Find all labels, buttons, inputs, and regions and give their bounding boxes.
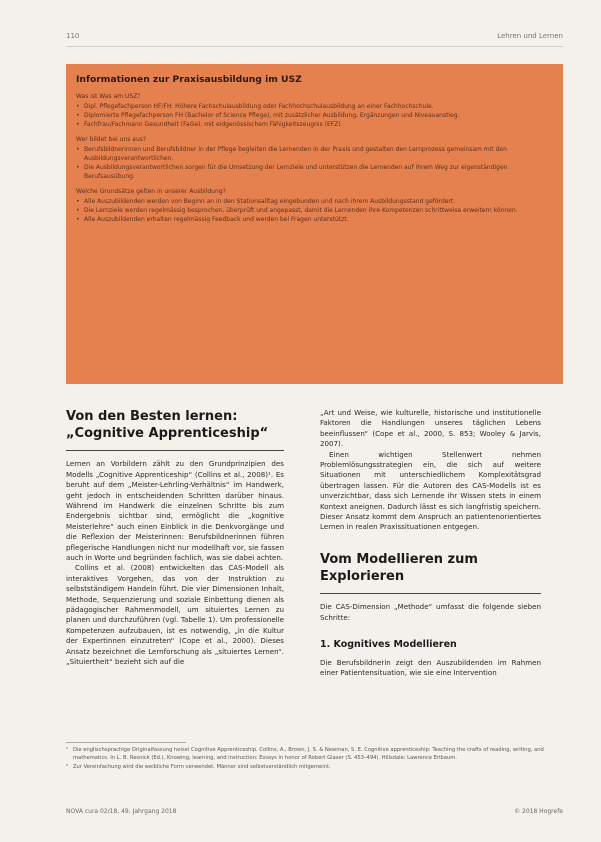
- header-divider: [66, 46, 563, 47]
- heading-rule: [66, 450, 284, 451]
- intro-paragraph: Die CAS-Dimension „Methode“ umfasst die folgende sieben Schritte:: [320, 602, 541, 622]
- footnote: [66, 764, 563, 772]
- heading-rule: [320, 593, 541, 594]
- info-group: [76, 188, 553, 224]
- footnote-text: Zur Vereinfachung wird die weibliche Form verwendet. Männer sind selbstverständlich mitgemeint.: [73, 764, 331, 771]
- info-box-title: Informationen zur Praxisausbildung im USZ: [76, 74, 302, 85]
- info-bullet: • Die Lernziele werden regelmässig besprochen, überprüft und angepasst, damit die Lernenden ihre Kompetenzen schrittweise erweitern können.: [76, 206, 553, 215]
- left-column: [66, 408, 284, 668]
- info-bullet: • Alle Auszubildenden werden von Beginn an in den Stationsalltag eingebunden und nach ihrem Ausbildungsstand gefördert.: [76, 197, 553, 206]
- footnotes: [66, 747, 563, 774]
- footnote-number: ¹: [66, 747, 69, 753]
- subheading: 1. Kognitives Modellieren: [320, 639, 457, 651]
- info-group: [76, 93, 553, 129]
- body-paragraph: Einen wichtigen Stellenwert nehmen Problemlösungsstrategien ein, die sich auf weitere Situationen mit unterschiedlichem Komplexitätsgrad übertragen lassen. Für die Autoren des CAS-Modells ist es unverzichtbar, dass sich Lernende ihr Wissen stets in einem Kontext aneignen. Dadurch lässt es sich langfristig speichern. Dieser Ansatz kommt dem Anspruch an patientenorientiertes Lernen in realen Praxissituationen entgegen.: [320, 449, 541, 532]
- footnote-number: ²: [66, 764, 69, 771]
- journal-citation: NOVA cura 02/18, 49. Jahrgang 2018: [66, 808, 177, 815]
- body-paragraph: Die Berufsbildnerin zeigt den Auszubildenden im Rahmen einer Patientensituation, wie sie eine Intervention: [320, 658, 541, 678]
- copyright: © 2018 Hogrefe: [514, 808, 563, 815]
- info-bullet: • Die Ausbildungsverantwortlichen sorgen für die Umsetzung der Lernziele und unterstützen die Lernenden auf ihrem Weg zur eigenständigen Berufsausübung.: [76, 163, 553, 181]
- body-paragraph: Collins et al. (2008) entwickelten das CAS-Modell als interaktives Vorgehen, das von der Instruktion zu selbstständigem Handeln führt. Die vier Dimensionen Inhalt, Methode, Sequenzierung und soziale Einbettung dienen als pädagogischer Rahmenmodell, um situiertes Lernen zu planen und durchzuführen (vgl. Tabelle 1). Um professionelle Kompetenzen aufzubauen, ist es notwendig, „in die Kultur der Expertinnen einzutreten“ (Cope et al., 2000). Dieses Ansatz bezeichnet die Lernforschung als „situiertes Lernen“. „Situiertheit“ bezieht sich auf die: [66, 563, 284, 667]
- body-paragraph: „Art und Weise, wie kulturelle, historische und institutionelle Faktoren die Handlungen unseres täglichen Lebens beeinflussen“ (Cope et al., 2000, S. 853; Wooley & Jarvis, 2007).: [320, 408, 541, 449]
- info-question: Wer bildet bei uns aus?: [76, 136, 147, 143]
- info-group: [76, 136, 553, 181]
- info-bullet: • Dipl. Pflegefachperson HF/FH. Höhere Fachschulausbildung oder Fachhochschulausbildung an einer Fachhochschule.: [76, 102, 553, 111]
- section-heading: Vom Modellieren zum Explorieren: [320, 551, 478, 584]
- right-column: [320, 408, 541, 679]
- info-question: Was ist Was am USZ?: [76, 93, 141, 100]
- info-bullet: • Alle Auszubildenden erhalten regelmässig Feedback und werden bei Fragen unterstützt.: [76, 215, 553, 224]
- info-box: [66, 64, 563, 384]
- section-title: Lehren und Lernen: [497, 32, 563, 40]
- footnote: [66, 747, 563, 762]
- info-question: Welche Grundsätze gelten in unserer Ausbildung?: [76, 188, 226, 195]
- info-bullet: • Diplomierte Pflegefachperson FH (Bachelor of Science Pflege), mit zusätzlicher Ausbildung, Ergänzungen und Niveauanstieg.: [76, 111, 553, 120]
- heading-line: Von den Besten lernen:: [66, 409, 238, 424]
- article-heading: [66, 408, 284, 442]
- info-list: [76, 102, 553, 129]
- heading-line: „Cognitive Apprenticeship“: [66, 426, 269, 441]
- info-list: [76, 145, 553, 181]
- info-bullet: • Berufsbildnerinnen und Berufsbildner in der Pflege begleiten die Lernenden in der Praxis und gestalten den Lernprozess gemeinsam mit den Ausbildungsverantwortlichen.: [76, 145, 553, 163]
- running-header: [66, 32, 563, 44]
- body-paragraph: Lernen an Vorbildern zählt zu den Grundprinzipien des Modells „Cognitive Apprenticeship“ (Collins et al., 2008)¹. Es beruht auf dem „Meister-Lehrling-Verhältnis“ im Handwerk, geht jedoch in entscheidenden Schritten darüber hinaus. Während im Handwerk die einzelnen Schritte bis zum Endergebnis sichtbar sind, ermöglicht die „kognitive Meisterlehre“ auch einen Einblick in die Denkvorgänge und die Reflexion der Meisterinnen: Berufsbildnerinnen führen pflegerische Handlungen nicht nur modellhaft vor, sie fassen auch in Worte und begründen fachlich, was sie dabei achten.: [66, 459, 284, 563]
- footnote-text: Die englischsprachige Originalfassung heisst Cognitive Apprenticeship. Collins, A., Brown, J. S. & Newman, S. E. Cognitive apprenticeship: Teaching the crafts of reading, writing, and mathematics. In L. B. Resnick (Ed.), Knowing, learning, and instruction: Essays in honor of Robert Glaser (S. 453–494). Hillsdale: Lawrence Erlbaum.: [73, 747, 544, 761]
- footnote-divider: [66, 742, 186, 743]
- info-bullet: • Fachfrau/Fachmann Gesundheit (FaGe), mit eidgenössischem Fähigkeitszeugnis (EFZ).: [76, 120, 553, 129]
- info-list: [76, 197, 553, 224]
- page-number: 110: [66, 32, 80, 40]
